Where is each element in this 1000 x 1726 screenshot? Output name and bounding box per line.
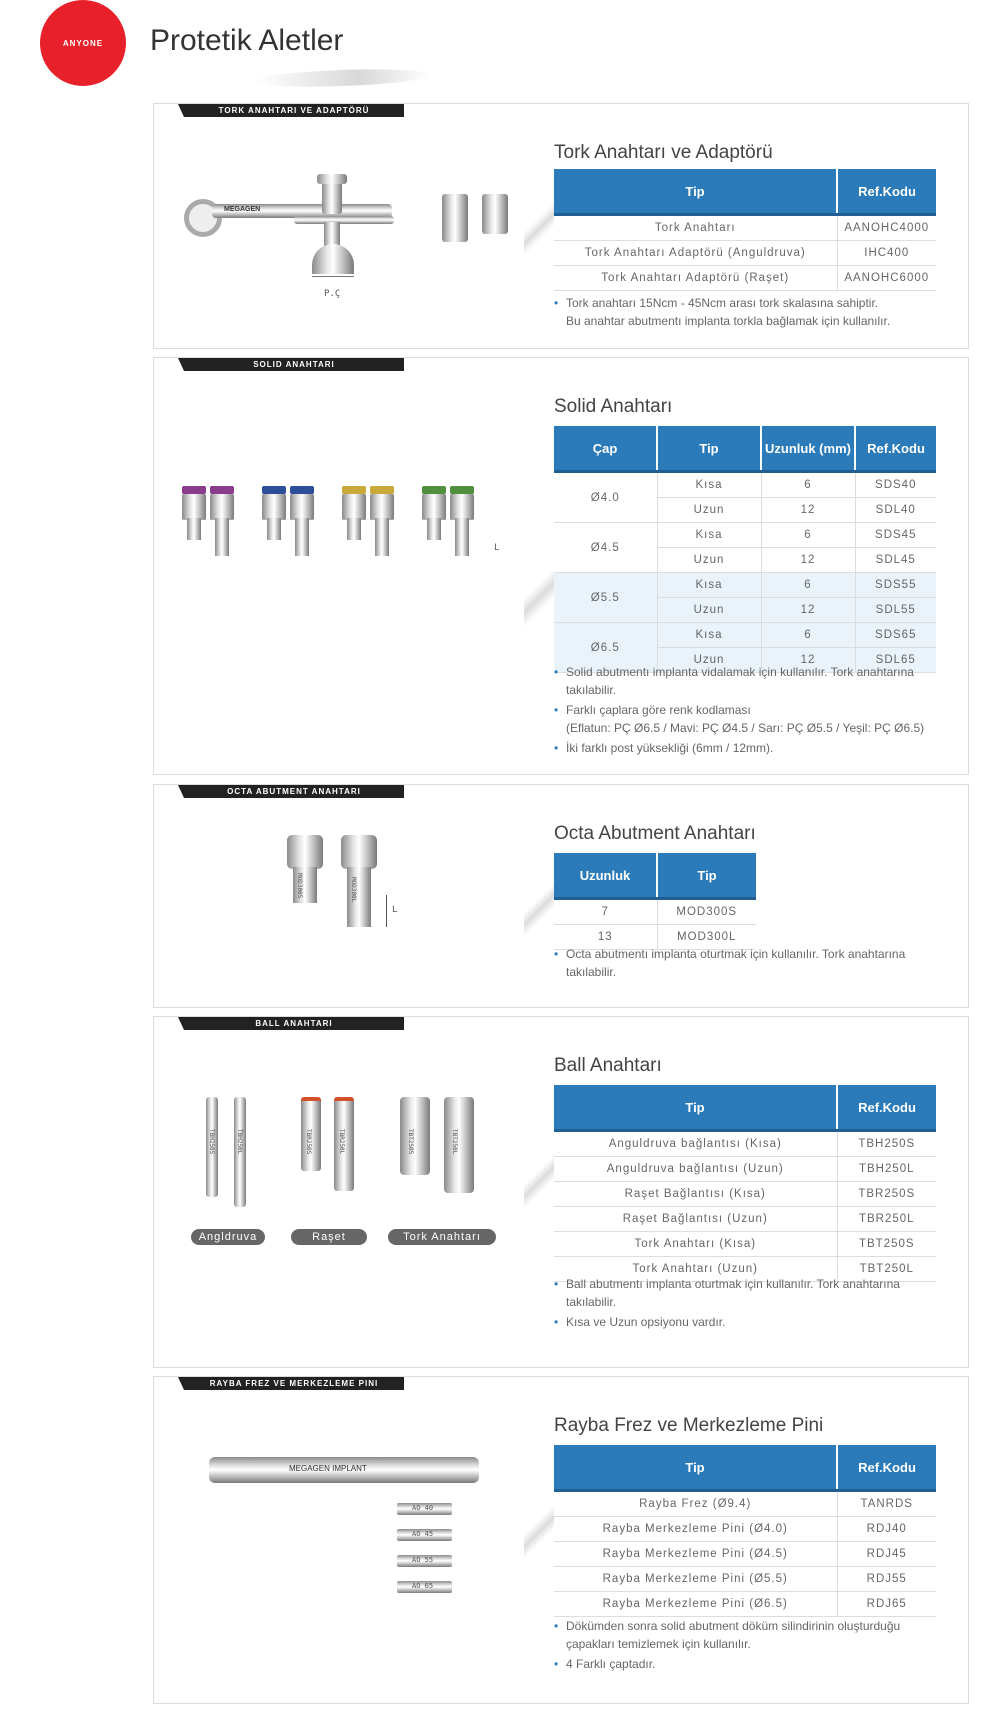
col-tip: Tip bbox=[554, 1085, 837, 1131]
cell: Ø6.5 bbox=[554, 623, 657, 673]
anyone-logo bbox=[40, 0, 126, 86]
cell: Kısa bbox=[657, 523, 761, 548]
cell: MOD300L bbox=[657, 925, 756, 950]
cell: TANRDS bbox=[837, 1491, 936, 1517]
section-title: Octa Abutment Anahtarı bbox=[554, 823, 756, 844]
color-cap bbox=[370, 486, 394, 494]
cell: Rayba Frez (Ø9.4) bbox=[554, 1491, 837, 1517]
color-cap bbox=[342, 486, 366, 494]
cell: Kısa bbox=[657, 623, 761, 648]
table-row bbox=[554, 1131, 936, 1157]
cell: IHC400 bbox=[837, 241, 936, 266]
cell: Uzun bbox=[657, 548, 761, 573]
driver-shaft bbox=[375, 518, 389, 556]
section-octa bbox=[153, 784, 969, 1008]
cell: Rayba Merkezleme Pini (Ø4.5) bbox=[554, 1542, 837, 1567]
pc-label: P.Ç bbox=[324, 289, 341, 299]
table-row bbox=[554, 472, 936, 498]
table-row bbox=[554, 266, 936, 291]
driver-head bbox=[262, 494, 286, 520]
col-ref: Ref.Kodu bbox=[855, 426, 936, 472]
tbh250l-label: TBH250L bbox=[236, 1129, 243, 1155]
tbh250s-label: TBH250S bbox=[208, 1129, 215, 1155]
cell: TBT250L bbox=[837, 1257, 936, 1282]
color-cap bbox=[262, 486, 286, 494]
driver-head bbox=[210, 494, 234, 520]
note-item: • Dökümden sonra solid abutment döküm silindirinin oluşturduğu çapakları temizlemek için kullanılır. bbox=[554, 1617, 934, 1653]
section-tag: OCTA ABUTMENT ANAHTARI bbox=[184, 785, 404, 798]
cell: 7 bbox=[554, 899, 657, 925]
rayba-brand-label: MEGAGEN IMPLANT bbox=[289, 1464, 367, 1473]
tork-table bbox=[554, 169, 936, 291]
col-ref: Ref.Kodu bbox=[837, 1445, 936, 1491]
driver-head bbox=[370, 494, 394, 520]
cell: Rayba Merkezleme Pini (Ø5.5) bbox=[554, 1567, 837, 1592]
cell: Tork Anahtarı Adaptörü (Raşet) bbox=[554, 266, 837, 291]
cell: Tork Anahtarı (Uzun) bbox=[554, 1257, 837, 1282]
table-row bbox=[554, 899, 756, 925]
cell: SDL65 bbox=[855, 648, 936, 673]
ball-table bbox=[554, 1085, 936, 1282]
cell: Ø4.5 bbox=[554, 523, 657, 573]
color-cap bbox=[290, 486, 314, 494]
tbr250l-label: TBR250L bbox=[338, 1129, 345, 1155]
tbr250s-label: TBR250S bbox=[305, 1129, 312, 1155]
cell: 6 bbox=[761, 573, 855, 598]
cell: Uzun bbox=[657, 598, 761, 623]
cell: SDS45 bbox=[855, 523, 936, 548]
table-row bbox=[554, 1232, 936, 1257]
mod300s-label: MOD300S bbox=[296, 873, 303, 899]
cell: 12 bbox=[761, 548, 855, 573]
decor-swoosh bbox=[524, 1487, 554, 1577]
col-tip: Tip bbox=[554, 169, 837, 215]
driver-head bbox=[342, 494, 366, 520]
notes-list bbox=[554, 663, 934, 759]
driver-shaft bbox=[267, 518, 281, 540]
section-solid bbox=[153, 357, 969, 775]
cell: MOD300S bbox=[657, 899, 756, 925]
section-title: Solid Anahtarı bbox=[554, 396, 673, 417]
length-label: L bbox=[494, 543, 500, 553]
col-ref: Ref.Kodu bbox=[837, 169, 936, 215]
color-cap bbox=[422, 486, 446, 494]
cell: RDJ65 bbox=[837, 1592, 936, 1617]
cell: TBR250S bbox=[837, 1182, 936, 1207]
cell: Rayba Merkezleme Pini (Ø4.0) bbox=[554, 1517, 837, 1542]
cell: TBT250S bbox=[837, 1232, 936, 1257]
cell: SDS40 bbox=[855, 472, 936, 498]
notes-list bbox=[554, 945, 934, 983]
col-cap: Çap bbox=[554, 426, 657, 472]
table-row bbox=[554, 1592, 936, 1617]
section-ball bbox=[153, 1016, 969, 1368]
decor-swoosh bbox=[524, 538, 554, 658]
table-row bbox=[554, 523, 936, 548]
note-item: • Farklı çaplara göre renk kodlaması (Eflatun: PÇ Ø6.5 / Mavi: PÇ Ø4.5 / Sarı: PÇ Ø5.5 / Yeşil: PÇ Ø6.5) bbox=[554, 701, 934, 737]
cell: RDJ55 bbox=[837, 1567, 936, 1592]
rayba-table bbox=[554, 1445, 936, 1617]
notes-list bbox=[554, 1617, 934, 1675]
table-row bbox=[554, 215, 936, 241]
cell: Kısa bbox=[657, 573, 761, 598]
ao40-label: AO 40 bbox=[412, 1504, 434, 1512]
cell: 6 bbox=[761, 623, 855, 648]
cell: 12 bbox=[761, 648, 855, 673]
section-tag: RAYBA FREZ VE MERKEZLEME PINI bbox=[184, 1377, 404, 1390]
driver-shaft bbox=[187, 518, 201, 540]
cell: Kısa bbox=[657, 472, 761, 498]
col-tip: Tip bbox=[554, 1445, 837, 1491]
octa-table bbox=[554, 853, 756, 950]
driver-head bbox=[182, 494, 206, 520]
cell: TBH250L bbox=[837, 1157, 936, 1182]
table-row bbox=[554, 1182, 936, 1207]
title-swoosh bbox=[255, 67, 430, 89]
section-tag: SOLID ANAHTARI bbox=[184, 358, 404, 371]
decor-swoosh bbox=[524, 865, 554, 955]
logo-text: ANYONE bbox=[62, 38, 104, 48]
driver-head bbox=[422, 494, 446, 520]
cell: 12 bbox=[761, 598, 855, 623]
table-row bbox=[554, 1517, 936, 1542]
cell: SDL40 bbox=[855, 498, 936, 523]
cell: Ø5.5 bbox=[554, 573, 657, 623]
color-cap bbox=[450, 486, 474, 494]
cell: TBR250L bbox=[837, 1207, 936, 1232]
cell: Anguldruva bağlantısı (Kısa) bbox=[554, 1131, 837, 1157]
cell: 12 bbox=[761, 498, 855, 523]
tbt250s-label: TBT250S bbox=[407, 1129, 414, 1155]
table-row bbox=[554, 1567, 936, 1592]
cell: TBH250S bbox=[837, 1131, 936, 1157]
note-item: • Tork anahtarı 15Ncm - 45Ncm arası tork skalasına sahiptir. Bu anahtar abutmentı implanta torkla bağlamak için kullanılır. bbox=[554, 294, 934, 330]
pill-tork-anahtari: Tork Anahtarı bbox=[388, 1229, 496, 1245]
col-length: Uzunluk (mm) bbox=[761, 426, 855, 472]
cell: SDS65 bbox=[855, 623, 936, 648]
cell: RDJ40 bbox=[837, 1517, 936, 1542]
notes-list bbox=[554, 1275, 934, 1333]
cell: Uzun bbox=[657, 498, 761, 523]
note-item: • Ball abutmentı implanta oturtmak için kullanılır. Tork anahtarına takılabilir. bbox=[554, 1275, 934, 1311]
solid-table bbox=[554, 426, 936, 673]
page-title: Protetik Aletler bbox=[150, 24, 344, 57]
driver-head bbox=[450, 494, 474, 520]
note-item: • Kısa ve Uzun opsiyonu vardır. bbox=[554, 1313, 934, 1331]
cell: AANOHC4000 bbox=[837, 215, 936, 241]
driver-shaft bbox=[455, 518, 469, 556]
driver-shaft bbox=[295, 518, 309, 556]
section-title: Rayba Frez ve Merkezleme Pini bbox=[554, 1415, 824, 1436]
cell: Raşet Bağlantısı (Kısa) bbox=[554, 1182, 837, 1207]
note-item: • 4 Farklı çaptadır. bbox=[554, 1655, 934, 1673]
tbt250l-label: TBT250L bbox=[451, 1129, 458, 1155]
note-item: • İki farklı post yüksekliği (6mm / 12mm). bbox=[554, 739, 934, 757]
cell: Anguldruva bağlantısı (Uzun) bbox=[554, 1157, 837, 1182]
length-label: L bbox=[392, 905, 398, 915]
col-length: Uzunluk bbox=[554, 853, 657, 899]
col-tip: Tip bbox=[657, 426, 761, 472]
wrench-brand-label: MEGAGEN bbox=[224, 206, 261, 213]
cell: Ø4.0 bbox=[554, 472, 657, 523]
mod300l-label: MOD300L bbox=[350, 877, 357, 903]
note-item: • Octa abutmentı implanta oturtmak için kullanılır. Tork anahtarına takılabilir. bbox=[554, 945, 934, 981]
col-ref: Ref.Kodu bbox=[837, 1085, 936, 1131]
section-title: Ball Anahtarı bbox=[554, 1055, 662, 1076]
table-row bbox=[554, 1542, 936, 1567]
ao65-label: AO 65 bbox=[412, 1582, 434, 1590]
section-rayba bbox=[153, 1376, 969, 1704]
table-row bbox=[554, 1491, 936, 1517]
cell: SDL45 bbox=[855, 548, 936, 573]
section-tag: TORK ANAHTARI VE ADAPTÖRÜ bbox=[184, 104, 404, 117]
cell: RDJ45 bbox=[837, 1542, 936, 1567]
cell: Rayba Merkezleme Pini (Ø6.5) bbox=[554, 1592, 837, 1617]
decor-swoosh bbox=[524, 1137, 554, 1227]
cell: AANOHC6000 bbox=[837, 266, 936, 291]
section-tag: BALL ANAHTARI bbox=[184, 1017, 404, 1030]
cell: 6 bbox=[761, 523, 855, 548]
driver-shaft bbox=[347, 518, 361, 540]
driver-shaft bbox=[215, 518, 229, 556]
cell: Tork Anahtarı Adaptörü (Anguldruva) bbox=[554, 241, 837, 266]
driver-head bbox=[290, 494, 314, 520]
ao45-label: AO 45 bbox=[412, 1530, 434, 1538]
note-item: • Solid abutmentı implanta vidalamak için kullanılır. Tork anahtarına takılabilir. bbox=[554, 663, 934, 699]
section-tork bbox=[153, 103, 969, 349]
col-tip: Tip bbox=[657, 853, 756, 899]
table-row bbox=[554, 1207, 936, 1232]
cell: Raşet Bağlantısı (Uzun) bbox=[554, 1207, 837, 1232]
cell: SDS55 bbox=[855, 573, 936, 598]
notes-list bbox=[554, 294, 934, 332]
decor-swoosh bbox=[524, 184, 554, 274]
color-cap bbox=[182, 486, 206, 494]
table-row bbox=[554, 623, 936, 648]
pill-raset: Raşet bbox=[291, 1229, 367, 1245]
table-row bbox=[554, 241, 936, 266]
cell: SDL55 bbox=[855, 598, 936, 623]
table-row bbox=[554, 1157, 936, 1182]
cell: Tork Anahtarı (Kısa) bbox=[554, 1232, 837, 1257]
ao55-label: AO 55 bbox=[412, 1556, 434, 1564]
cell: 13 bbox=[554, 925, 657, 950]
color-cap bbox=[210, 486, 234, 494]
section-title: Tork Anahtarı ve Adaptörü bbox=[554, 142, 773, 163]
pill-angldruva: Angldruva bbox=[191, 1229, 265, 1245]
driver-shaft bbox=[427, 518, 441, 540]
table-row bbox=[554, 573, 936, 598]
cell: Tork Anahtarı bbox=[554, 215, 837, 241]
cell: 6 bbox=[761, 472, 855, 498]
cell: Uzun bbox=[657, 648, 761, 673]
